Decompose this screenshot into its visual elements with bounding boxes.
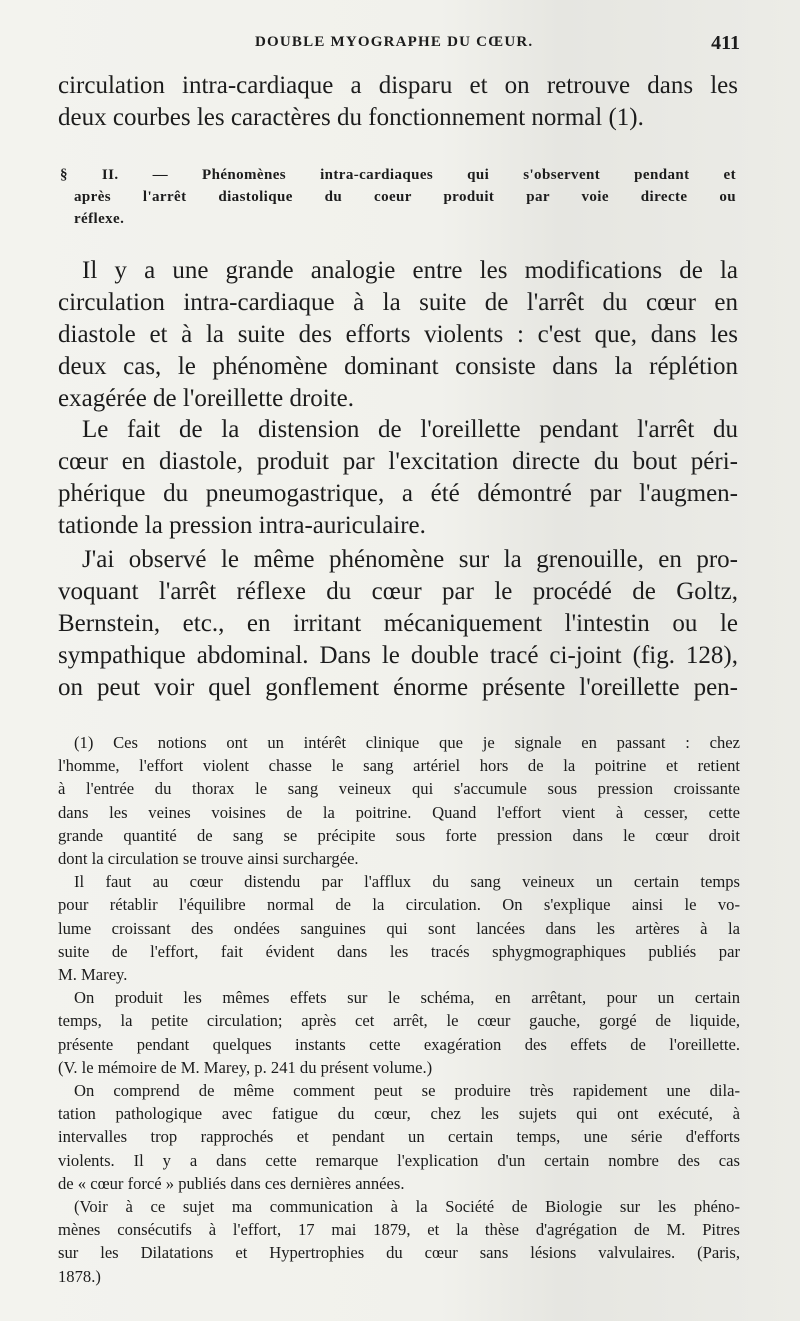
footnote-line: (1) Ces notions ont un intérêt clinique que je signale en passant : chez (74, 733, 740, 752)
text-line: tationde la pression intra-auriculaire. (58, 512, 426, 539)
footnote-line: On comprend de même comment peut se produire très rapidement une dila- (74, 1081, 740, 1101)
text-line: voquant l'arrêt réflexe du cœur par le procédé de Goltz, (58, 578, 738, 605)
footnote-paragraph (58, 731, 740, 870)
text-line: exagérée de l'oreillette droite. (58, 385, 355, 412)
footnote-line: M. Marey. (58, 965, 128, 985)
text-line: circulation intra-cardiaque à la suite de l'arrêt du cœur en (58, 289, 738, 316)
heading-line: réflexe. (74, 211, 125, 227)
footnote-line: dans les veines voisines de la poitrine. Quand l'effort vient à cesser, cette (58, 802, 740, 822)
text-line: diastole et à la suite des efforts violents : c'est que, dans les (58, 321, 738, 348)
footnote-line: temps, la petite circulation; après cet arrêt, le cœur gauche, gorgé de liquide, (58, 1011, 740, 1031)
text-line: Bernstein, etc., en irritant mécaniquement l'intestin ou le (58, 610, 738, 637)
text-line: phérique du pneumogastrique, a été démontré par l'augmen- (58, 480, 738, 507)
heading-line: § II. — Phénomènes intra-cardiaques qui s'observent pendant et (60, 167, 736, 183)
text-line: circulation intra-cardiaque a disparu et on retrouve dans les (58, 72, 738, 99)
footnote-line: pour rétablir l'équilibre normal de la circulation. On s'explique ainsi le vo- (58, 895, 740, 915)
running-title: DOUBLE MYOGRAPHE DU CŒUR. (255, 34, 534, 50)
heading-line: après l'arrêt diastolique du coeur produit par voie directe ou (74, 189, 736, 205)
paragraph-3 (58, 414, 738, 542)
footnote-paragraph (58, 870, 740, 986)
footnote-paragraph (58, 1079, 740, 1195)
footnotes (58, 731, 740, 1288)
paragraph-2 (58, 255, 738, 415)
footnote-line: (V. le mémoire de M. Marey, p. 241 du présent volume.) (58, 1057, 433, 1077)
text-line: cœur en diastole, produit par l'excitation directe du bout péri- (58, 448, 738, 475)
text-line: Le fait de la distension de l'oreillette pendant l'arrêt du (82, 416, 738, 443)
page-number: 411 (711, 32, 740, 54)
paragraph-1 (58, 70, 738, 134)
footnote-line: sur les Dilatations et Hypertrophies du cœur sans lésions valvulaires. (Paris, (58, 1243, 740, 1263)
footnote-line: à l'entrée du thorax le sang veineux qui s'accumule sous pression croissante (58, 779, 740, 799)
footnote-line: 1878.) (58, 1266, 101, 1286)
footnote-line: (Voir à ce sujet ma communication à la Société de Biologie sur les phéno- (74, 1197, 740, 1217)
text-line: deux cas, le phénomène dominant consiste dans la réplétion (58, 353, 738, 380)
text-line: sympathique abdominal. Dans le double tracé ci-joint (fig. 128), (58, 642, 738, 669)
text-line: on peut voir quel gonflement énorme présente l'oreillette pen- (58, 674, 738, 701)
footnote-line: dont la circulation se trouve ainsi surchargée. (58, 849, 359, 869)
footnote-paragraph (58, 986, 740, 1079)
page-header (60, 34, 740, 58)
text-line: Il y a une grande analogie entre les modifications de la (82, 257, 738, 284)
footnote-line: intervalles trop rapprochés et pendant un certain temps, une série d'efforts (58, 1127, 740, 1147)
footnote-line: l'homme, l'effort violent chasse le sang artériel hors de la poitrine et retient (58, 756, 740, 776)
footnote-line: présente pendant quelques instants cette exagération des effets de l'oreillette. (58, 1034, 740, 1054)
text-line: J'ai observé le même phénomène sur la grenouille, en pro- (82, 546, 738, 573)
footnote-line: Il faut au cœur distendu par l'afflux du sang veineux un certain temps (74, 872, 740, 892)
paragraph-4 (58, 544, 738, 704)
footnote-paragraph (58, 1195, 740, 1288)
footnote-line: On produit les mêmes effets sur le schéma, en arrêtant, pour un certain (74, 988, 740, 1008)
footnote-line: grande quantité de sang se précipite sous forte pression dans le cœur droit (58, 825, 740, 845)
footnote-line: tation pathologique avec fatigue du cœur, chez les sujets qui ont exécuté, à (58, 1104, 740, 1124)
footnote-line: mènes consécutifs à l'effort, 17 mai 1879, et la thèse d'agrégation de M. Pitres (58, 1220, 740, 1240)
footnote-line: violents. Il y a dans cette remarque l'explication d'un certain nombre des cas (58, 1150, 740, 1170)
section-heading (60, 164, 736, 230)
footnote-line: suite de l'effort, fait évident dans les tracés sphygmographiques publiés par (58, 941, 740, 961)
footnote-line: de « cœur forcé » publiés dans ces dernières années. (58, 1173, 405, 1193)
footnote-line: lume croissant des ondées sanguines qui sont lancées dans les artères à la (58, 918, 740, 938)
text-line: deux courbes les caractères du fonctionnement normal (1). (58, 104, 644, 131)
